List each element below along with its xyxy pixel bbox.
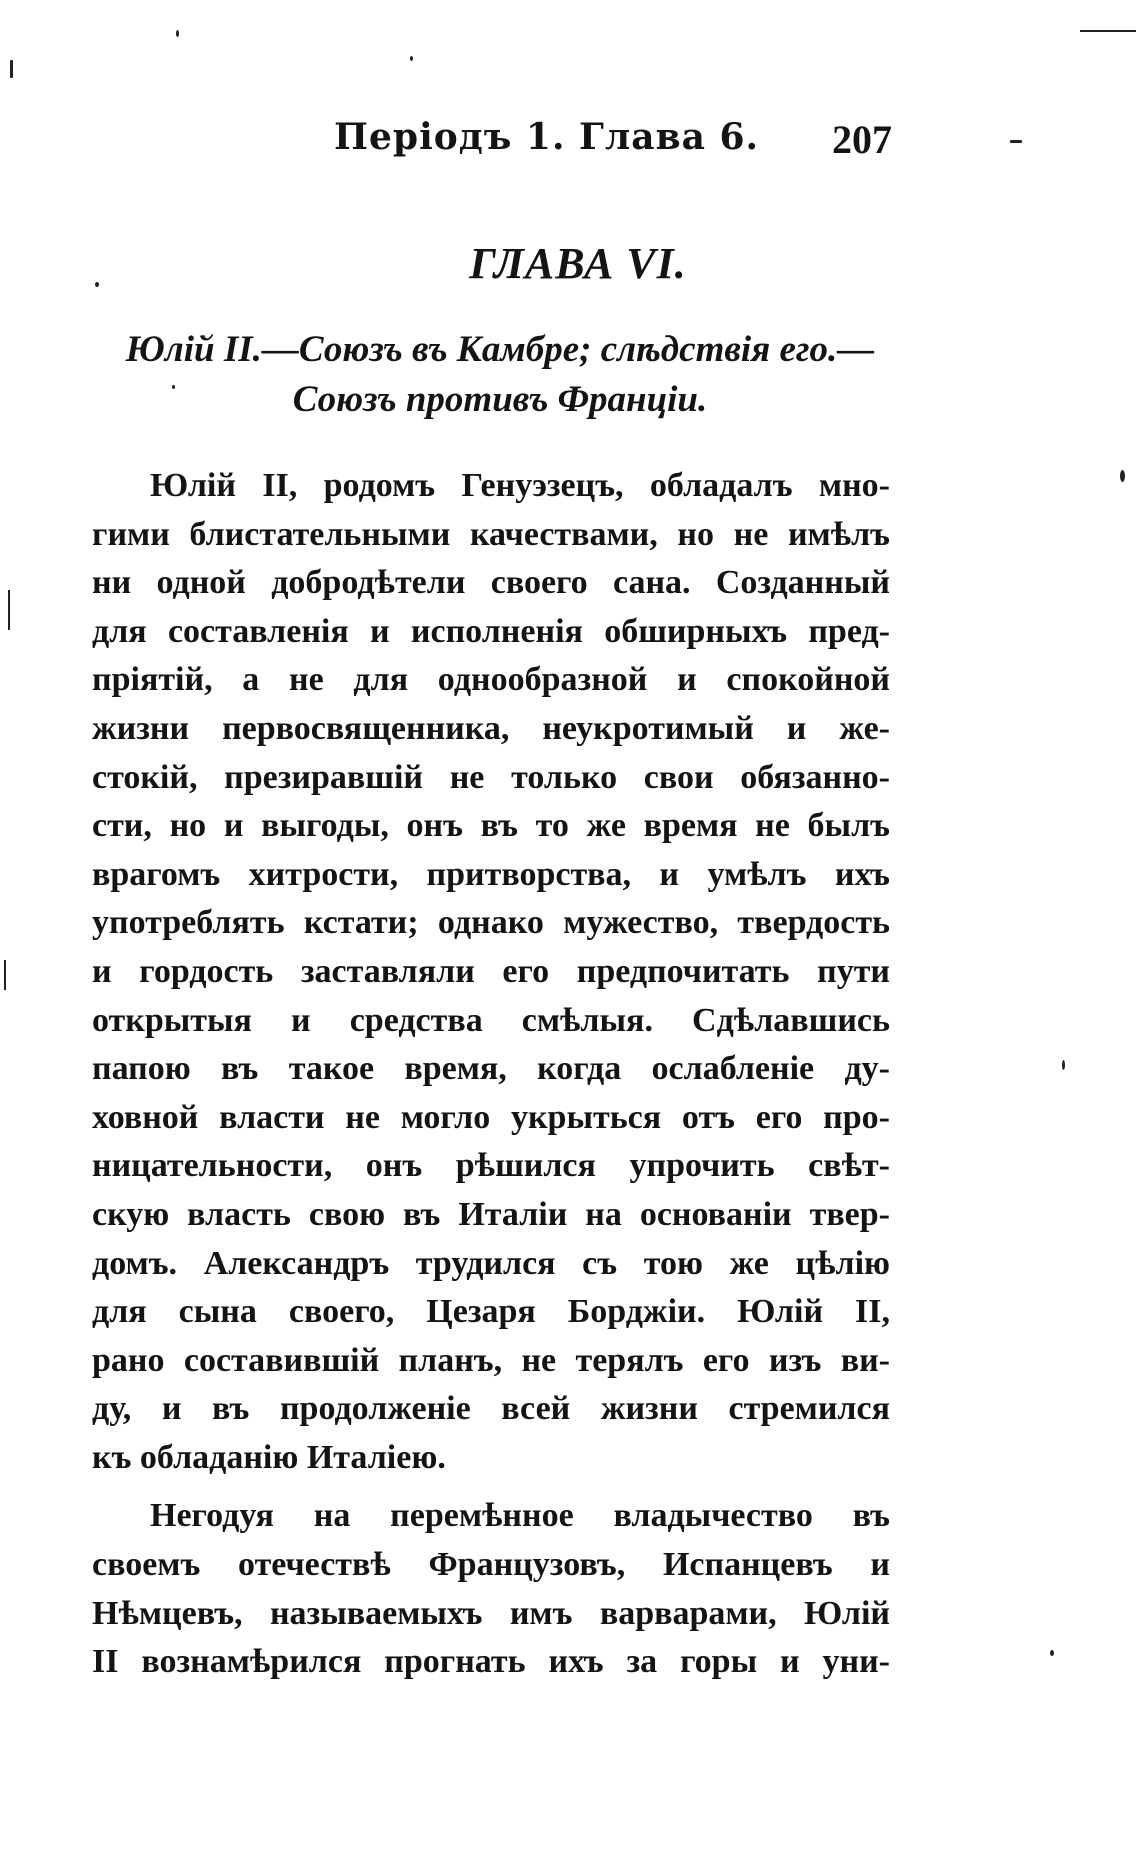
text-line: ховной власти не могло укрыться отъ его про- — [92, 1098, 890, 1136]
chapter-subtitle-line: Союзъ противъ Франціи. — [292, 379, 708, 420]
text-line: папою въ такое время, когда ослабленіе ду- — [92, 1050, 890, 1088]
text-line: врагомъ хитрости, притворства, и умѣлъ ихъ — [92, 855, 890, 893]
text-line: для сына своего, Цезаря Борджіи. Юлій II, — [92, 1293, 890, 1331]
text-line: скую власть свою въ Италіи на основаніи твер- — [92, 1195, 890, 1233]
text-line: Юлій II, родомъ Генуэзецъ, обладалъ мно- — [150, 467, 890, 504]
text-line: Нѣмцевъ, называемыхъ имъ варварами, Юлій — [92, 1594, 890, 1632]
text-line: открытыя и средства смѣлыя. Сдѣлавшись — [92, 1001, 890, 1039]
text-line: стокій, презиравшій не только свои обязанно- — [92, 758, 890, 796]
text-line: жизни первосвященника, неукротимый и же- — [92, 709, 890, 747]
text-line: ду, и въ продолженіе всей жизни стремился — [92, 1390, 890, 1428]
chapter-subtitle-line: Юлій II.—Союзъ въ Камбре; слѣдствія его.— — [125, 329, 875, 370]
paragraph-1 — [92, 462, 890, 1482]
text-line: сти, но и выгоды, онъ въ то же время не былъ — [92, 807, 890, 845]
text-line: II вознамѣрился прогнать ихъ за горы и уни- — [92, 1643, 890, 1681]
text-line: гими блистательными качествами, но не имѣлъ — [92, 515, 890, 553]
text-line: употреблять кстати; однако мужество, твердость — [92, 904, 890, 942]
text-line: пріятій, а не для однообразной и спокойной — [92, 661, 890, 699]
text-line: ницательности, онъ рѣшился упрочить свѣт- — [92, 1147, 890, 1185]
chapter-heading: ГЛАВА VI. — [469, 239, 687, 288]
body-text — [92, 462, 890, 1687]
text-line: домъ. Александръ трудился съ тою же цѣлію — [92, 1244, 890, 1282]
paragraph-2 — [92, 1492, 890, 1686]
text-line: рано составившій планъ, не терялъ его изъ ви- — [92, 1341, 890, 1379]
chapter-subtitle — [90, 325, 910, 425]
text-line: къ обладанію Италіею. — [92, 1438, 446, 1476]
page-number: 207 — [832, 117, 892, 162]
text-line: и гордость заставляли его предпочитать пути — [92, 952, 890, 990]
text-line: Негодуя на перемѣнное владычество въ — [150, 1497, 890, 1535]
running-head — [300, 116, 900, 172]
text-line: ни одной добродѣтели своего сана. Созданный — [92, 564, 890, 602]
text-line: для составленія и исполненія обширныхъ пред- — [92, 612, 890, 650]
running-title: Періодъ 1. Глава 6. — [334, 116, 760, 158]
text-line: своемъ отечествѣ Французовъ, Испанцевъ и — [92, 1546, 890, 1584]
